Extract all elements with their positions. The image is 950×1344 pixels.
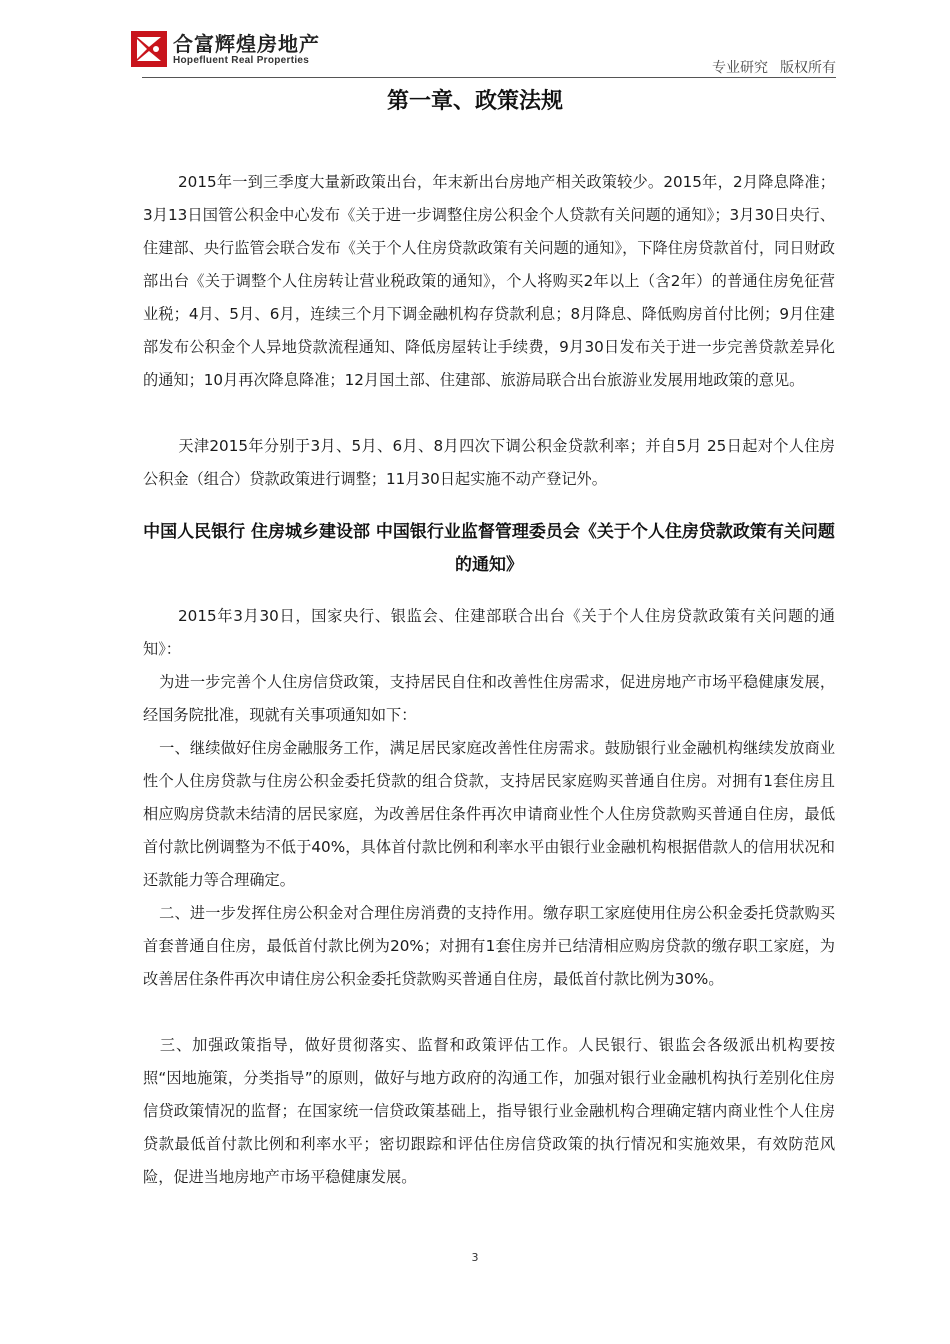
section-subtitle: 中国人民银行 住房城乡建设部 中国银行业监督管理委员会《关于个人住房贷款政策有关问题的通知》 xyxy=(143,522,835,575)
paragraph-text: 天津2015年分别于3月、5月、6月、8月四次下调公积金贷款利率；并自5月 25日起对个人住房公积金（组合）贷款政策进行调整；11月30日起实施不动产登记外。 xyxy=(143,437,835,488)
paragraph-text: 一、继续做好住房金融服务工作，满足居民家庭改善性住房需求。鼓励银行业金融机构继续发放商业性个人住房贷款与住房公积金委托贷款的组合贷款，支持居民家庭购买普通自住房。对拥有1套住房且相应购房贷款未结清的居民家庭，为改善居住条件再次申请商业性个人住房贷款购买普通自住房，最低首付款比例调整为不低于40%，具体首付款比例和利率水平由银行业金融机构根据借款人的信用状况和还款能力等合理确定。 xyxy=(143,739,835,889)
paragraph-text: 2015年3月30日，国家央行、银监会、住建部联合出台《关于个人住房贷款政策有关问题的通知》： xyxy=(143,607,835,658)
header-tagline xyxy=(700,57,836,77)
paragraph-item-1 xyxy=(143,732,835,897)
paragraph-text: 2015年一到三季度大量新政策出台，年末新出台房地产相关政策较少。2015年，2月降息降准；3月13日国管公积金中心发布《关于进一步调整住房公积金个人贷款有关问题的通知》；3月30日央行、住建部、央行监管会联合发布《关于个人住房贷款政策有关问题的通知》，下降住房贷款首付，同日财政部出台《关于调整个人住房转让营业税政策的通知》，个人将购买2年以上（含2年）的普通住房免征营业税；4月、5月、6月，连续三个月下调金融机构存贷款利息；8月降息、降低购房首付比例；9月住建部发布公积金个人异地贷款流程通知、降低房屋转让手续费，9月30日发布关于进一步完善贷款差异化的通知；10月再次降息降准；12月国土部、住建部、旅游局联合出台旅游业发展用地政策的意见。 xyxy=(143,173,835,389)
tagline-copyright: 版权所有 xyxy=(780,60,836,76)
paragraph-item-2 xyxy=(143,897,835,996)
paragraph-text: 为进一步完善个人住房信贷政策，支持居民自住和改善性住房需求，促进房地产市场平稳健康发展，经国务院批准，现就有关事项通知如下： xyxy=(143,673,835,724)
tagline-research: 专业研究 xyxy=(712,60,768,76)
company-name-cn: 合富辉煌房地产 xyxy=(173,32,320,56)
paragraph-tianjin xyxy=(143,430,835,496)
paragraph-text: 二、进一步发挥住房公积金对合理住房消费的支持作用。缴存职工家庭使用住房公积金委托贷款购买首套普通自住房，最低首付款比例为20%；对拥有1套住房并已结清相应购房贷款的缴存职工家庭，为改善居住条件再次申请住房公积金委托贷款购买普通自住房，最低首付款比例为30%。 xyxy=(143,904,835,988)
paragraph-notice-intro xyxy=(143,600,835,666)
hopefluent-logo-icon xyxy=(131,31,167,67)
paragraph-text: 三、加强政策指导，做好贯彻落实、监督和政策评估工作。人民银行、银监会各级派出机构要按照“因地施策，分类指导”的原则，做好与地方政府的沟通工作，加强对银行业金融机构执行差别化住房信贷政策情况的监督；在国家统一信贷政策基础上，指导银行业金融机构合理确定辖内商业性个人住房贷款最低首付款比例和利率水平；密切跟踪和评估住房信贷政策的执行情况和实施效果，有效防范风险，促进当地房地产市场平稳健康发展。 xyxy=(143,1036,835,1186)
page-number: 3 xyxy=(471,1251,479,1264)
company-name-en: Hopefluent Real Properties xyxy=(173,55,310,66)
chapter-title: 第一章、政策法规 xyxy=(386,89,563,114)
brand xyxy=(173,33,320,67)
paragraph-item-3 xyxy=(143,1029,835,1194)
header-divider xyxy=(142,77,836,78)
paragraph-policy-summary xyxy=(143,166,835,397)
paragraph-notice-preamble xyxy=(143,666,835,732)
